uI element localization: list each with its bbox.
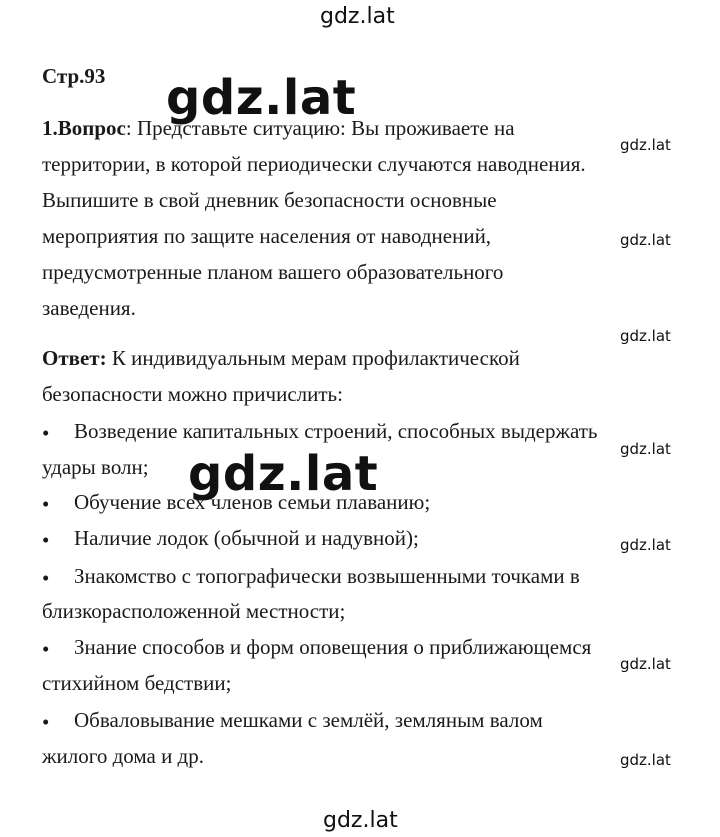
- question-line-1: 1.Вопрос: Представьте ситуацию: Вы проживаете на: [42, 116, 515, 140]
- answer-line-2: безопасности можно причислить:: [42, 382, 343, 406]
- page-label: Стр.93: [42, 64, 106, 88]
- watermark-top: gdz.lat: [320, 4, 395, 29]
- watermark-small: gdz.lat: [620, 231, 671, 249]
- bullet-marker: •: [42, 421, 50, 445]
- bullet-marker: •: [42, 528, 50, 552]
- bullet-1-line-1: Возведение капитальных строений, способных выдержать: [74, 419, 598, 443]
- question-line-5: предусмотренные планом вашего образовательного: [42, 260, 504, 284]
- watermark-small: gdz.lat: [620, 136, 671, 154]
- question-line-4: мероприятия по защите населения от наводнений,: [42, 224, 492, 248]
- question-line-6: заведения.: [42, 296, 136, 320]
- watermark-small: gdz.lat: [620, 655, 671, 673]
- question-line-2: территории, в которой периодически случаются наводнения.: [42, 152, 586, 176]
- question-line-3: Выпишите в свой дневник безопасности основные: [42, 188, 497, 212]
- bullet-4-line-2: близкорасположенной местности;: [42, 599, 346, 623]
- watermark-bottom: gdz.lat: [323, 808, 398, 833]
- bullet-6-line-2: жилого дома и др.: [42, 744, 204, 768]
- bullet-marker: •: [42, 637, 50, 661]
- bullet-6-line-1: Обваловывание мешками с землёй, земляным валом: [74, 708, 543, 732]
- watermark-small: gdz.lat: [620, 751, 671, 769]
- watermark-large: gdz.lat: [166, 70, 357, 126]
- answer-label: Ответ:: [42, 346, 107, 370]
- bullet-2-line-1: Обучение всех членов семьи плаванию;: [74, 490, 431, 514]
- watermark-small: gdz.lat: [620, 536, 671, 554]
- bullet-3-line-1: Наличие лодок (обычной и надувной);: [74, 526, 419, 550]
- bullet-5-line-2: стихийном бедствии;: [42, 671, 232, 695]
- answer-line-1: Ответ: К индивидуальным мерам профилактической: [42, 346, 520, 370]
- bullet-marker: •: [42, 710, 50, 734]
- watermark-large: gdz.lat: [188, 446, 379, 502]
- watermark-small: gdz.lat: [620, 327, 671, 345]
- watermark-small: gdz.lat: [620, 440, 671, 458]
- bullet-4-line-1: Знакомство с топографически возвышенными точками в: [74, 564, 580, 588]
- question-label: 1.Вопрос: [42, 116, 126, 140]
- bullet-marker: •: [42, 492, 50, 516]
- bullet-5-line-1: Знание способов и форм оповещения о приближающемся: [74, 635, 592, 659]
- bullet-1-line-2: удары волн;: [42, 455, 149, 479]
- bullet-marker: •: [42, 566, 50, 590]
